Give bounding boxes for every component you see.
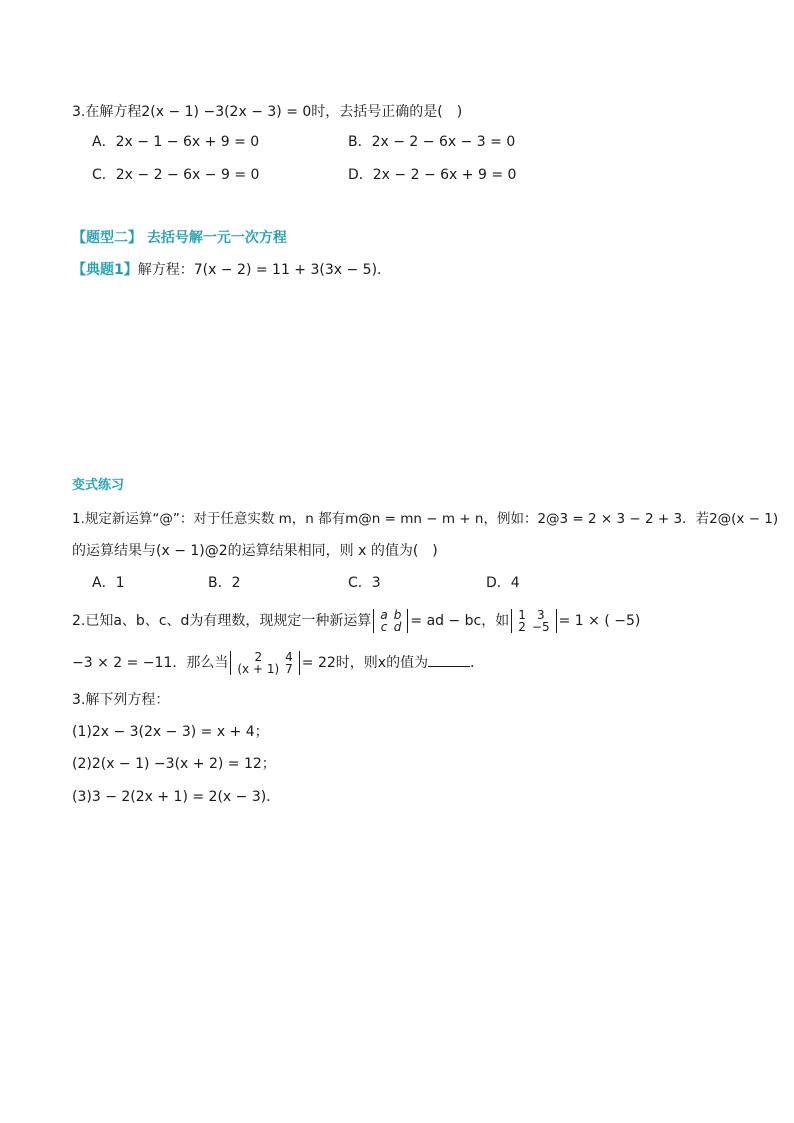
determinant-abcd	[373, 609, 408, 633]
practice-q3-item-1: (1)2x − 3(2x − 3) = x + 4；	[72, 724, 269, 740]
q2-line2-c: ．	[470, 655, 485, 671]
option-b: B．2x − 2 − 6x − 3 = 0	[348, 134, 516, 150]
practice-q2-line2	[72, 650, 484, 676]
det-cell: 7	[285, 662, 293, 676]
det-cell: 2	[254, 650, 263, 664]
determinant-question	[230, 651, 299, 675]
det-cell: b	[393, 608, 402, 622]
determinant-example	[511, 609, 556, 633]
practice-q3-item-3: (3)3 − 2(2x + 1) = 2(x − 3)．	[72, 789, 281, 805]
example-tag: 【典题1】	[72, 262, 138, 278]
det-cell: d	[393, 620, 402, 634]
practice-q3-item-2: (2)2(x − 1) −3(x + 2) = 12；	[72, 756, 276, 772]
q2-line2-a: −3 × 2 = −11．那么当	[72, 655, 229, 671]
q2-prefix: 2.已知a、b、c、d为有理数，现规定一种新运算	[72, 613, 372, 629]
det-cell: −5	[531, 620, 550, 634]
example-text: 解方程：7(x − 2) = 11 + 3(3x − 5)．	[137, 262, 392, 278]
practice-q1-line2: 的运算结果与(x − 1)@2的运算结果相同，则 x 的值为( )	[72, 543, 438, 559]
question-3-stem: 3.在解方程2(x − 1) −3(2x − 3) = 0时，去括号正确的是( )	[72, 104, 463, 120]
practice-q3-stem: 3.解下列方程：	[72, 692, 170, 708]
practice-q1-option-c: C．3	[348, 575, 381, 591]
det-cell: a	[380, 608, 388, 622]
heading-tag: 【题型二】	[72, 230, 142, 246]
option-c: C．2x − 2 − 6x − 9 = 0	[92, 167, 260, 183]
det-cell: (x + 1)	[237, 662, 280, 676]
practice-q1-option-b: B．2	[208, 575, 241, 591]
option-d: D．2x − 2 − 6x + 9 = 0	[348, 167, 517, 183]
q2-suffix: = 1 × ( −5)	[558, 613, 641, 629]
practice-q1-line1: 1.规定新运算“@”：对于任意实数 m，n 都有m@n = mn − m + n，例如：2@3 = 2 × 3 − 2 + 3．若2@(x − 1)	[72, 511, 779, 527]
det-cell: 2	[518, 620, 526, 634]
practice-heading: 变式练习	[72, 478, 125, 493]
answer-blank[interactable]	[428, 652, 470, 667]
practice-q1-option-a: A．1	[92, 575, 125, 591]
det-cell: 4	[285, 650, 293, 664]
section-heading-type2	[72, 228, 287, 248]
q2-mid: = ad − bc，如	[410, 613, 510, 629]
example-1	[72, 260, 391, 280]
q2-line2-b: = 22时，则x的值为	[301, 655, 429, 671]
det-cell: 3	[536, 608, 545, 622]
practice-q1-option-d: D．4	[486, 575, 520, 591]
det-cell: 1	[518, 608, 526, 622]
option-a: A．2x − 1 − 6x + 9 = 0	[92, 134, 260, 150]
practice-q2-line1	[72, 608, 640, 634]
det-cell: c	[380, 620, 388, 634]
heading-text: 去括号解一元一次方程	[142, 230, 287, 246]
